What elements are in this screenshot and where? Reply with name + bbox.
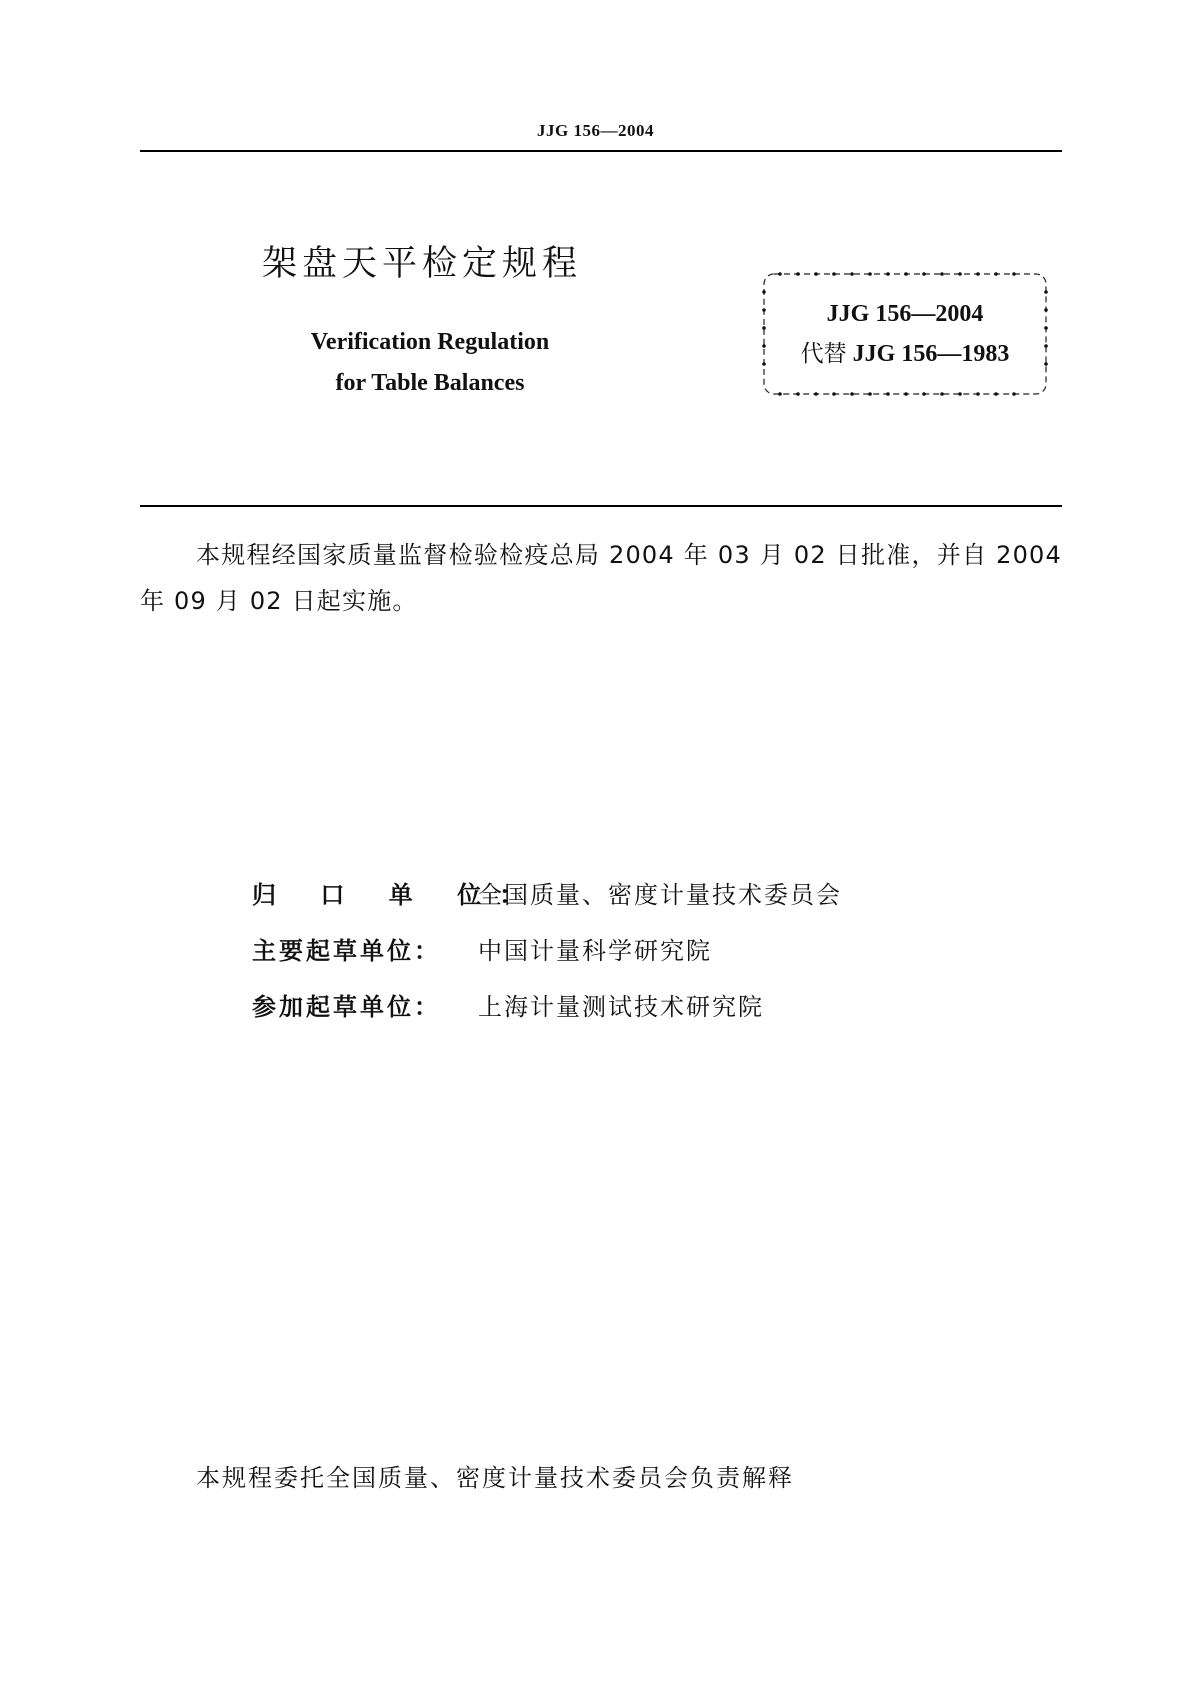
standard-code-box: [760, 270, 1050, 398]
unit-row-participating-drafter: [252, 976, 842, 1032]
replaces-line: [760, 334, 1050, 374]
drafting-units: [252, 864, 842, 1032]
replaces-prefix: 代替: [800, 341, 847, 367]
header-rule: [140, 150, 1062, 152]
section-rule: [140, 505, 1062, 507]
unit-value: 中国计量科学研究院: [478, 936, 712, 965]
title-english: [250, 322, 610, 404]
replaces-code: JJG 156—1983: [852, 341, 1010, 367]
unit-label: 参加起草单位：: [252, 992, 441, 1021]
unit-row-main-drafter: [252, 920, 842, 976]
unit-value: 上海计量测试技术研究院: [478, 992, 764, 1021]
title-chinese: 架盘天平检定规程: [262, 244, 583, 284]
unit-value: 全国质量、密度计量技术委员会: [478, 880, 842, 909]
approval-statement: 本规程经国家质量监督检验检疫总局 2004 年 03 月 02 日批准，并自 2004 年 09 月 02 日起实施。: [140, 541, 1062, 615]
unit-label: 主要起草单位：: [252, 936, 441, 965]
title-english-line1: Verification Regulation: [310, 329, 550, 355]
running-header: JJG 156—2004: [537, 121, 654, 140]
standard-code: JJG 156—2004: [826, 301, 984, 327]
unit-label: 归 口 单 位：: [252, 880, 542, 909]
title-english-line2: for Table Balances: [335, 370, 525, 396]
interpretation-note: 本规程委托全国质量、密度计量技术委员会负责解释: [196, 1464, 794, 1492]
unit-row-responsible: [252, 864, 842, 920]
